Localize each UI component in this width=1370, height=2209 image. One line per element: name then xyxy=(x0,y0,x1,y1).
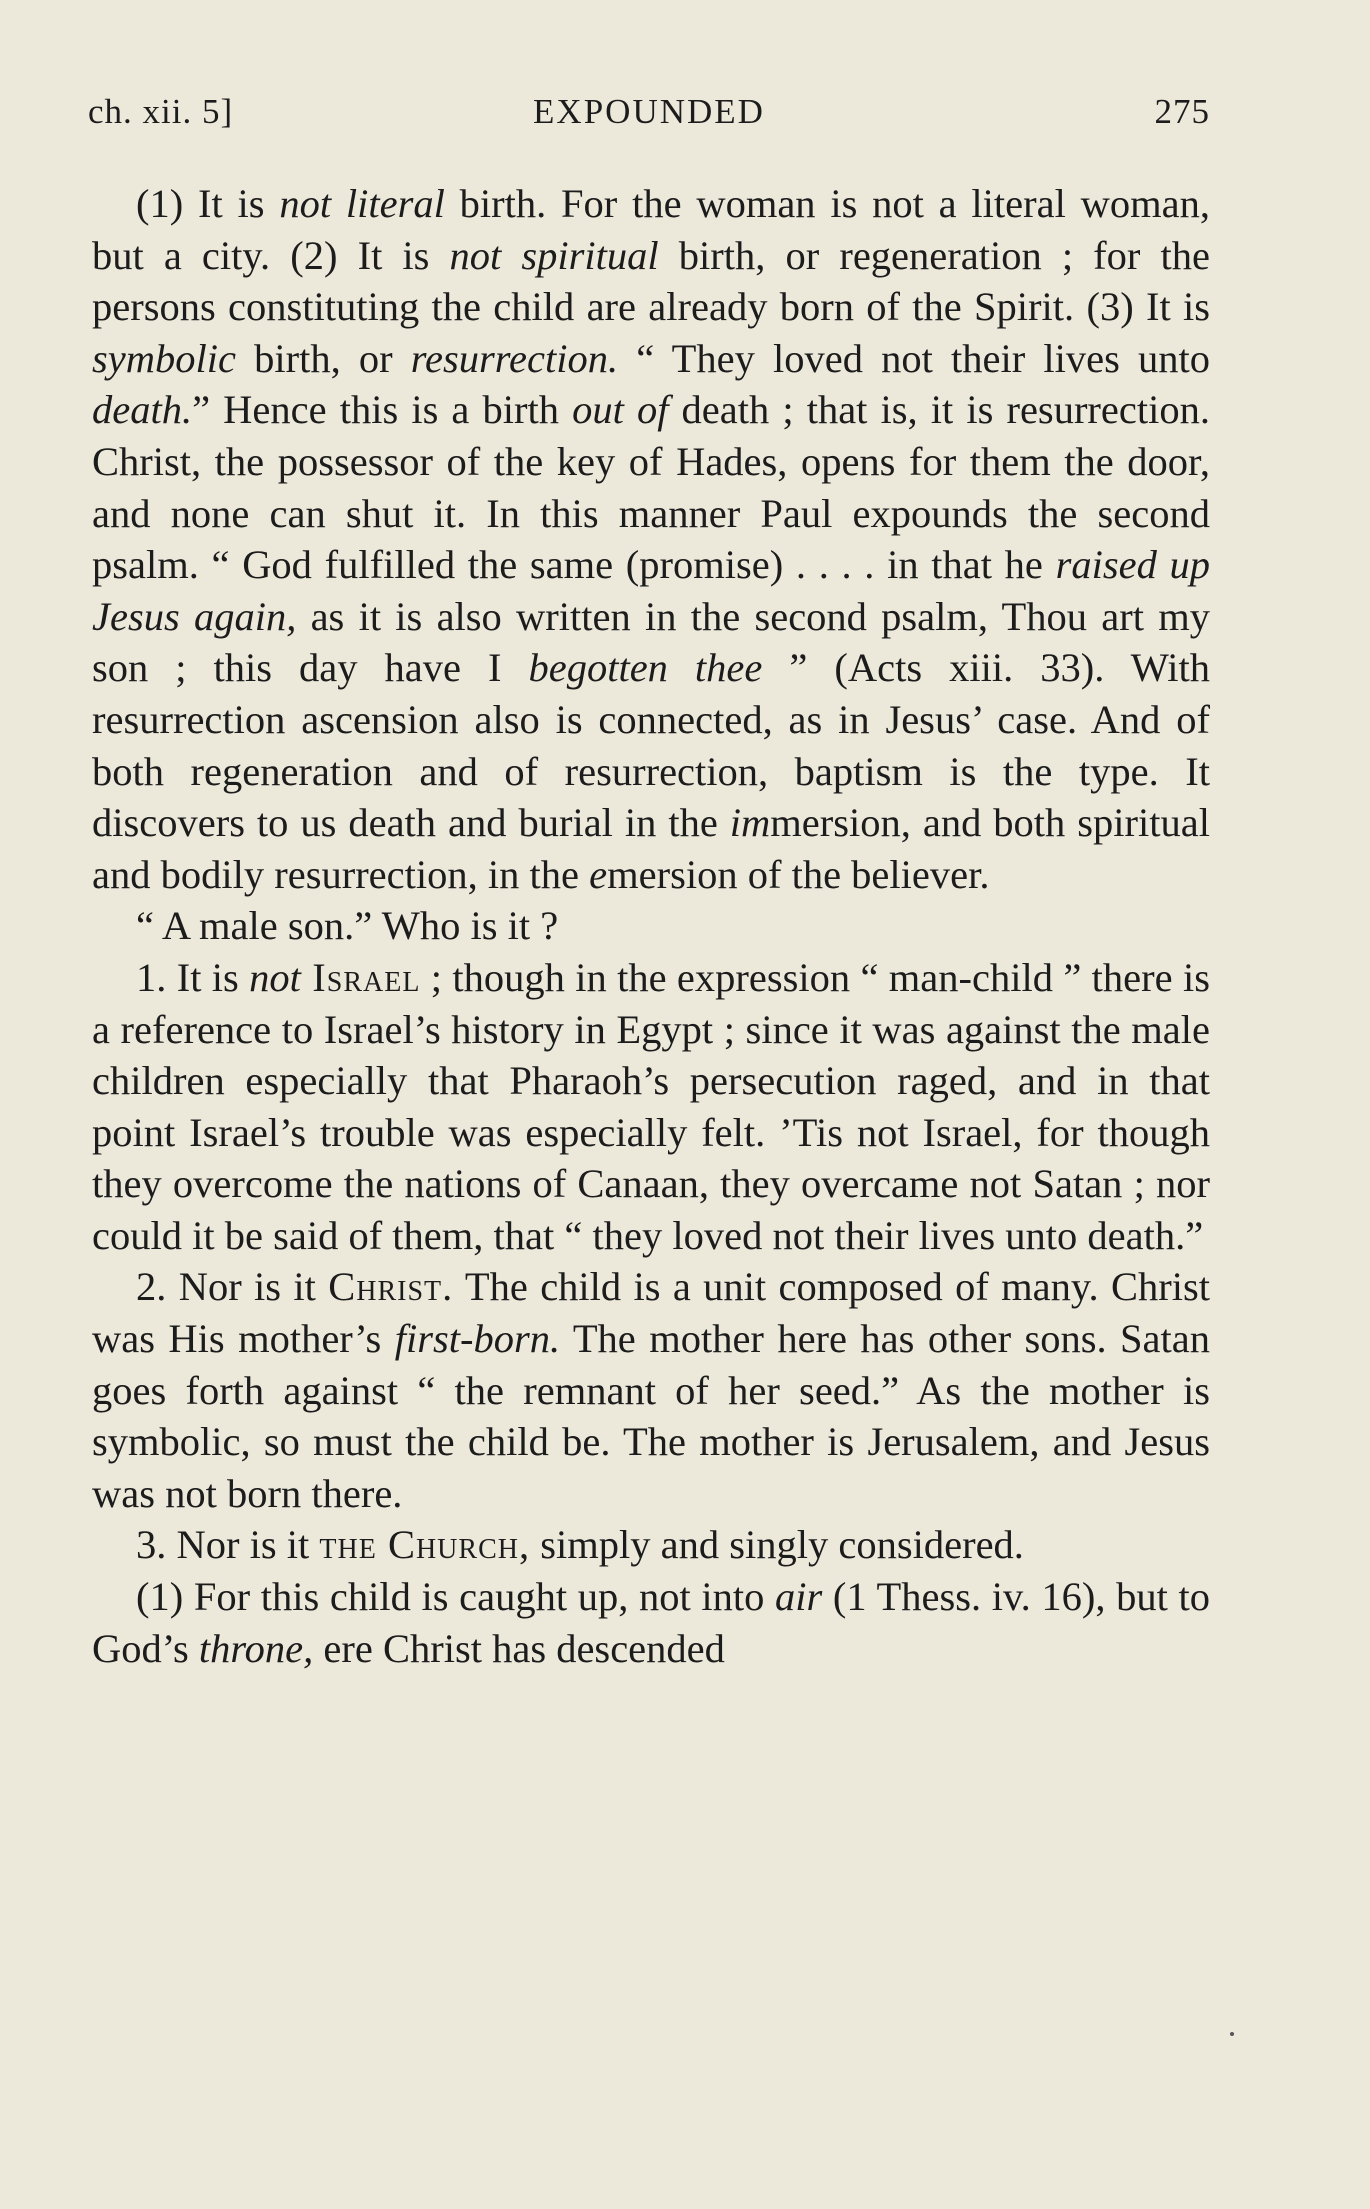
running-title: EXPOUNDED xyxy=(533,92,765,131)
page-number: 275 xyxy=(1154,92,1210,131)
page-body xyxy=(92,178,1210,1674)
paragraph-4: 2. Nor is it Christ. The child is a unit composed of many. Christ was His mother’s first-born. The mother here has other sons. Satan goes forth against “ the remnant of her seed.” As the mother is symbolic, so must the child be. The mother is Jerusalem, and Jesus was not born there. xyxy=(92,1264,1211,1516)
paragraph-1: (1) It is not literal birth. For the woman is not a literal woman, but a city. (2) It is not spiritual birth, or regeneration ; for the persons constituting the child are already born of the Spirit. (3) It is symbolic birth, or resurrection. “ They loved not their lives unto death.” Hence this is a birth out of death ; that is, it is resurrection. Christ, the possessor of the key of Hades, opens for them the door, and none can shut it. In this manner Paul expounds the second psalm. “ God fulfilled the same (promise) . . . . in that he raised up Jesus again, as it is also written in the second psalm, Thou art my son ; this day have I begotten thee ” (Acts xiii. 33). With resurrection ascension also is connected, as in Jesus’ case. And of both regeneration and of resurrection, baptism is the type. It discovers to us death and burial in the immersion, and both spiritual and bodily resurrection, in the emersion of the believer. xyxy=(92,181,1211,897)
paragraph-5: 3. Nor is it the Church, simply and singly considered. xyxy=(136,1522,1024,1568)
chapter-reference: ch. xii. 5] xyxy=(88,92,234,131)
paragraph-2: “ A male son.” Who is it ? xyxy=(136,903,559,949)
paragraph-6: (1) For this child is caught up, not into air (1 Thess. iv. 16), but to God’s throne, ere Christ has descended xyxy=(92,1574,1210,1671)
print-speck xyxy=(1230,2032,1234,2036)
paragraph-3: 1. It is not Israel ; though in the expression “ man-child ” there is a reference to Israel’s history in Egypt ; since it was against the male children especially that Pharaoh’s persecution raged, and in that point Israel’s trouble was especially felt. ’Tis not Israel, for though they overcome the nations of Canaan, they overcame not Satan ; nor could it be said of them, that “ they loved not their lives unto death.” xyxy=(92,954,1210,1258)
running-header xyxy=(88,92,1210,140)
